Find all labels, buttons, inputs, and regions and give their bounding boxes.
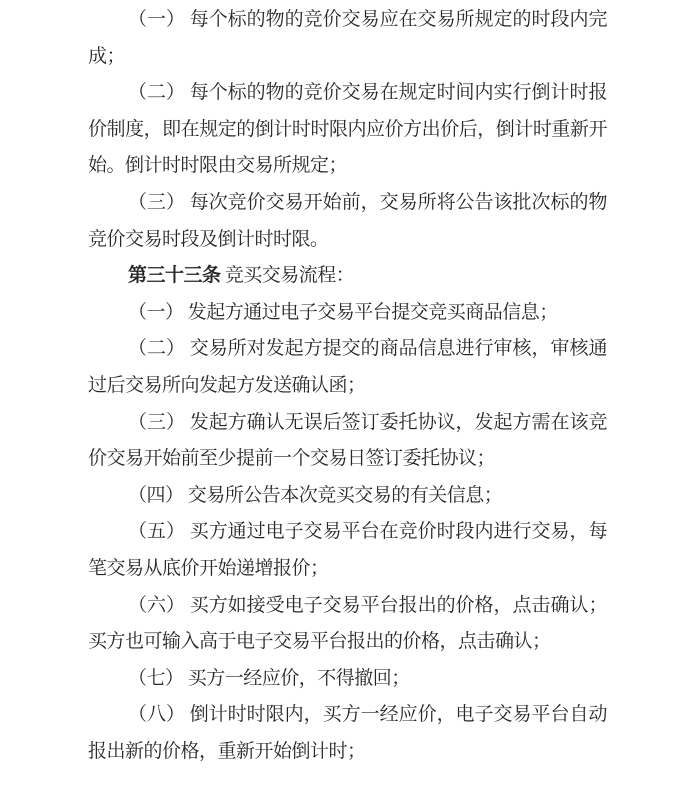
body-paragraph: （三） 每次竞价交易开始前，交易所将公告该批次标的物竞价交易时段及倒计时时限。 bbox=[88, 191, 607, 250]
article-number-label: 第三十三条 bbox=[128, 265, 221, 287]
body-paragraph: （七） 买方一经应价，不得撤回； bbox=[128, 667, 410, 689]
body-paragraph: （一） 发起方通过电子交易平台提交竞买商品信息； bbox=[128, 301, 558, 323]
body-paragraph: （二） 交易所对发起方提交的商品信息进行审核，审核通过后交易所向发起方发送确认函； bbox=[88, 338, 607, 396]
body-paragraph: （五） 买方通过电子交易平台在竞价时段内进行交易，每笔交易从底价开始递增报价； bbox=[88, 521, 607, 579]
body-paragraph: （八） 倒计时时限内，买方一经应价，电子交易平台自动报出新的价格，重新开始倒计时； bbox=[88, 704, 607, 762]
article-heading-text: 竞买交易流程： bbox=[220, 265, 355, 287]
body-paragraph: （一） 每个标的物的竞价交易应在交易所规定的时段内完成； bbox=[88, 9, 607, 67]
body-paragraph: （四） 交易所公告本次竞买交易的有关信息； bbox=[128, 484, 503, 506]
article-heading-paragraph bbox=[88, 258, 607, 295]
document-content bbox=[88, 2, 607, 770]
body-paragraph: （三） 发起方确认无误后签订委托协议，发起方需在该竞价交易开始前至少提前一个交易日签订委托协议； bbox=[88, 411, 607, 470]
body-paragraph: （六） 买方如接受电子交易平台报出的价格，点击确认；买方也可输入高于电子交易平台报出的价格，点击确认； bbox=[88, 594, 607, 653]
body-paragraph: （二） 每个标的物的竞价交易在规定时间内实行倒计时报价制度，即在规定的倒计时时限内应价方出价后，倒计时重新开始。倒计时时限由交易所规定； bbox=[88, 82, 607, 177]
